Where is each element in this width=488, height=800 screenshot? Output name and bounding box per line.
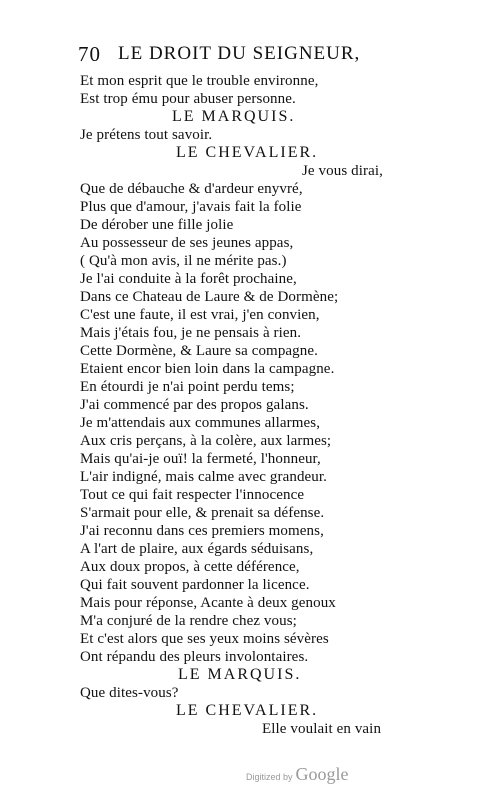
verse-line: Etaient encor bien loin dans la campagne. xyxy=(80,361,335,377)
verse-line: Je m'attendais aux communes allarmes, xyxy=(80,415,321,431)
verse-line: Je vous dirai, xyxy=(302,163,383,179)
verse-line: Ont répandu des pleurs involontaires. xyxy=(80,649,309,665)
verse-line: Je prétens tout savoir. xyxy=(80,127,213,143)
verse-line: Que de débauche & d'ardeur enyvré, xyxy=(80,181,303,197)
speaker-name: LE CHEVALIER. xyxy=(176,702,319,719)
verse-line: Est trop ému pour abuser personne. xyxy=(80,91,296,107)
speaker-name: LE MARQUIS. xyxy=(178,666,302,683)
verse-line: Tout ce qui fait respecter l'innocence xyxy=(80,487,305,503)
running-head: LE DROIT DU SEIGNEUR, xyxy=(118,43,361,64)
digitized-watermark xyxy=(246,764,349,785)
verse-line: Mais pour réponse, Acante à deux genoux xyxy=(80,595,336,611)
verse-line: Qui fait souvent pardonner la licence. xyxy=(80,577,310,593)
verse-line: Elle voulait en vain xyxy=(262,721,382,737)
verse-line: Aux doux propos, à cette déférence, xyxy=(80,559,300,575)
verse-line: Je l'ai conduite à la forêt prochaine, xyxy=(80,271,297,287)
verse-line: De dérober une fille jolie xyxy=(80,217,234,233)
verse-line: Plus que d'amour, j'avais fait la folie xyxy=(80,199,302,215)
verse-line: S'armait pour elle, & prenait sa défense. xyxy=(80,505,325,521)
verse-line: M'a conjuré de la rendre chez vous; xyxy=(80,613,297,629)
verse-line: ( Qu'à mon avis, il ne mérite pas.) xyxy=(80,253,287,269)
verse-line: Mais j'étais fou, je ne pensais à rien. xyxy=(80,325,302,341)
verse-line: En étourdi je n'ai point perdu tems; xyxy=(80,379,295,395)
page-number: 70 xyxy=(78,42,101,66)
verse-line: Dans ce Chateau de Laure & de Dormène; xyxy=(80,289,339,305)
speaker-name: LE CHEVALIER. xyxy=(176,144,319,161)
verse-line: Cette Dormène, & Laure sa compagne. xyxy=(80,343,318,359)
page-header xyxy=(78,42,403,70)
watermark-logo-text: Google xyxy=(295,764,349,784)
verse-line: Mais qu'ai-je ouï! la fermeté, l'honneur, xyxy=(80,451,321,467)
verse-line: Que dites-vous? xyxy=(80,685,179,701)
verse-line: Au possesseur de ses jeunes appas, xyxy=(80,235,294,251)
verse-line: C'est une faute, il est vrai, j'en convien, xyxy=(80,307,320,323)
verse-line: A l'art de plaire, aux égards séduisans, xyxy=(80,541,314,557)
verse-line: Et mon esprit que le trouble environne, xyxy=(80,73,319,89)
verse-line: Aux cris perçans, à la colère, aux larmes; xyxy=(80,433,332,449)
verse-line: Et c'est alors que ses yeux moins sévères xyxy=(80,631,329,647)
verse-line: L'air indigné, mais calme avec grandeur. xyxy=(80,469,328,485)
watermark-prefix: Digitized by xyxy=(246,772,293,782)
verse-line: J'ai reconnu dans ces premiers momens, xyxy=(80,523,324,539)
speaker-name: LE MARQUIS. xyxy=(172,108,296,125)
verse-line: J'ai commencé par des propos galans. xyxy=(80,397,309,413)
